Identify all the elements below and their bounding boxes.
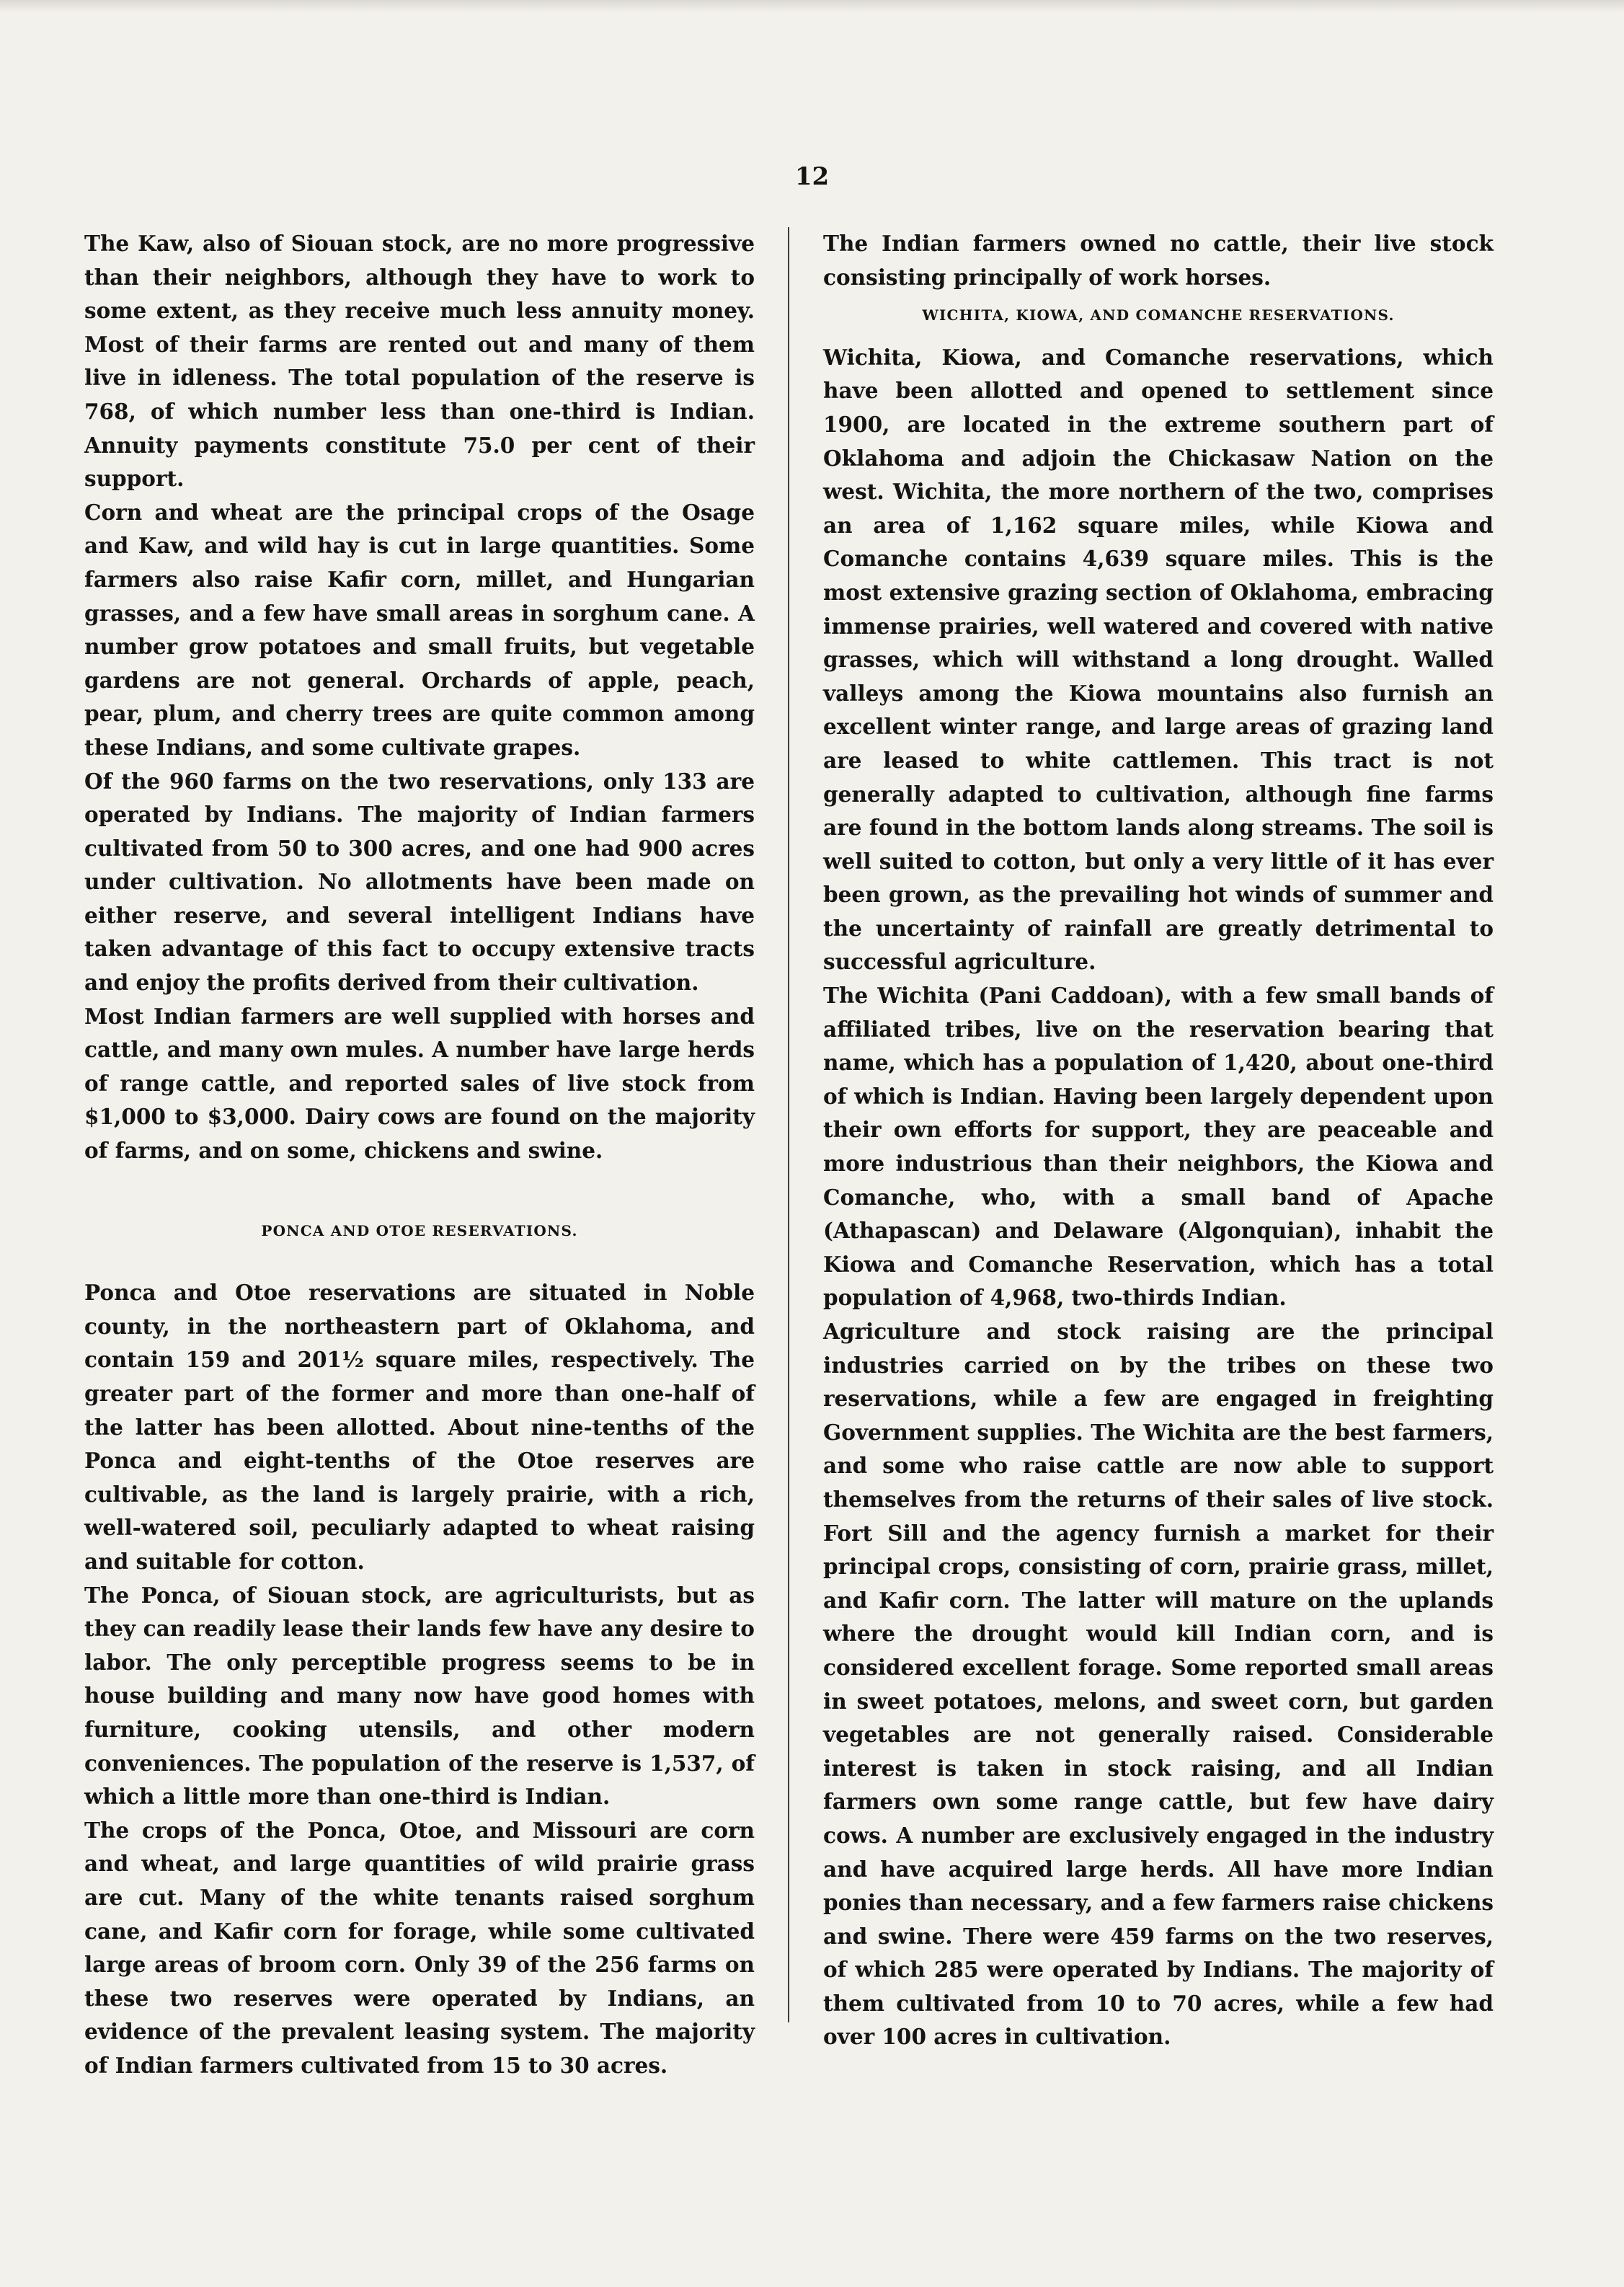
left-column <box>84 227 755 2082</box>
paragraph: Ponca and Otoe reservations are situated in Noble county, in the northeastern part of Oklahoma, and contain 159 and 201½ square miles, respectively. The greater part of the former and more than one-half of the latter has been allotted. About nine-tenths of the Ponca and eight-tenths of the Otoe reserves are cultivable, as the land is largely prairie, with a rich, well-watered soil, peculiarly adapted to wheat raising and suitable for cotton. <box>84 1280 755 1574</box>
paragraph: Wichita, Kiowa, and Comanche reservations, which have been allotted and opened to settlement since 1900, are located in the extreme southern part of Oklahoma and adjoin the Chickasaw Nation on the west. Wichita, the more northern of the two, comprises an area of 1,162 square miles, while Kiowa and Comanche contains 4,639 square miles. This is the most extensive grazing section of Oklahoma, embracing immense prairies, well watered and covered with native grasses, which will withstand a long drought. Walled valleys among the Kiowa mountains also furnish an excellent winter range, and large areas of grazing land are leased to white cattlemen. This tract is not generally adapted to cultivation, although fine farms are found in the bottom lands along streams. The soil is well suited to cotton, but only a very little of it has ever been grown, as the prevailing hot winds of summer and the uncertainty of rainfall are greatly detrimental to successful agriculture. <box>823 344 1494 975</box>
paragraph: The Wichita (Pani Caddoan), with a few small bands of affiliated tribes, live on the reservation bearing that name, which has a population of 1,420, about one-third of which is Indian. Having been largely dependent upon their own efforts for support, they are peaceable and more industrious than their neighbors, the Kiowa and Comanche, who, with a small band of Apache (Athapascan) and Delaware (Algonquian), inhabit the Kiowa and Comanche Reservation, which has a total population of 4,968, two-thirds Indian. <box>823 983 1494 1311</box>
page-number: 12 <box>794 162 830 191</box>
paragraph: The Indian farmers owned no cattle, their live stock consisting principally of work horses. <box>823 231 1494 290</box>
paragraph: The Ponca, of Siouan stock, are agriculturists, but as they can readily lease their lands few have any desire to labor. The only perceptible progress seems to be in house building and many now have good homes with furniture, cooking utensils, and other modern conveniences. The population of the reserve is 1,537, of which a little more than one-third is Indian. <box>84 1582 755 1810</box>
paragraph: Of the 960 farms on the two reservations, only 133 are operated by Indians. The majority of Indian farmers cultivated from 50 to 300 acres, and one had 900 acres under cultivation. No allotments have been made on either reserve, and several intelligent Indians have taken advantage of this fact to occupy extensive tracts and enjoy the profits derived from their cultivation. <box>84 768 755 996</box>
paragraph: Most Indian farmers are well supplied with horses and cattle, and many own mules. A number have large herds of range cattle, and reported sales of live stock from $1,000 to $3,000. Dairy cows are found on the majority of farms, and on some, chickens and swine. <box>84 1003 755 1164</box>
paragraph: The Kaw, also of Siouan stock, are no more progressive than their neighbors, although they have to work to some extent, as they receive much less annuity money. Most of their farms are rented out and many of them live in idleness. The total population of the reserve is 768, of which number less than one-third is Indian. Annuity payments constitute 75.0 per cent of their support. <box>84 231 755 492</box>
section-heading-wichita-kiowa-comanche: WICHITA, KIOWA, AND COMANCHE RESERVATIONS. <box>922 306 1395 324</box>
paragraph: Corn and wheat are the principal crops of the Osage and Kaw, and wild hay is cut in large quantities. Some farmers also raise Kafir corn, millet, and Hungarian grasses, and a few have small areas in sorghum cane. A number grow potatoes and small fruits, but vegetable gardens are not general. Orchards of apple, peach, pear, plum, and cherry trees are quite common among these Indians, and some cultivate grapes. <box>84 499 755 760</box>
section-heading-ponca-otoe: PONCA AND OTOE RESERVATIONS. <box>261 1221 578 1239</box>
paragraph: Agriculture and stock raising are the principal industries carried on by the tribes on these two reservations, while a few are engaged in freighting Government supplies. The Wichita are the best farmers, and some who raise cattle are now able to support themselves from the returns of their sales of live stock. Fort Sill and the agency furnish a market for their principal crops, consisting of corn, prairie grass, millet, and Kafir corn. The latter will mature on the uplands where the drought would kill Indian corn, and is considered excellent forage. Some reported small areas in sweet potatoes, melons, and sweet corn, but garden vegetables are not generally raised. Considerable interest is taken in stock raising, and all Indian farmers own some range cattle, but few have dairy cows. A number are exclusively engaged in the industry and have acquired large herds. All have more Indian ponies than necessary, and a few farmers raise chickens and swine. There were 459 farms on the two reserves, of which 285 were operated by Indians. The majority of them cultivated from 10 to 70 acres, while a few had over 100 acres in cultivation. <box>823 1319 1494 2050</box>
page-top-edge <box>0 0 1624 13</box>
paragraph: The crops of the Ponca, Otoe, and Missouri are corn and wheat, and large quantities of wild prairie grass are cut. Many of the white tenants raised sorghum cane, and Kafir corn for forage, while some cultivated large areas of broom corn. Only 39 of the 256 farms on these two reserves were operated by Indians, an evidence of the prevalent leasing system. The majority of Indian farmers cultivated from 15 to 30 acres. <box>84 1817 755 2078</box>
column-divider <box>788 227 789 2022</box>
right-column <box>823 227 1494 2054</box>
